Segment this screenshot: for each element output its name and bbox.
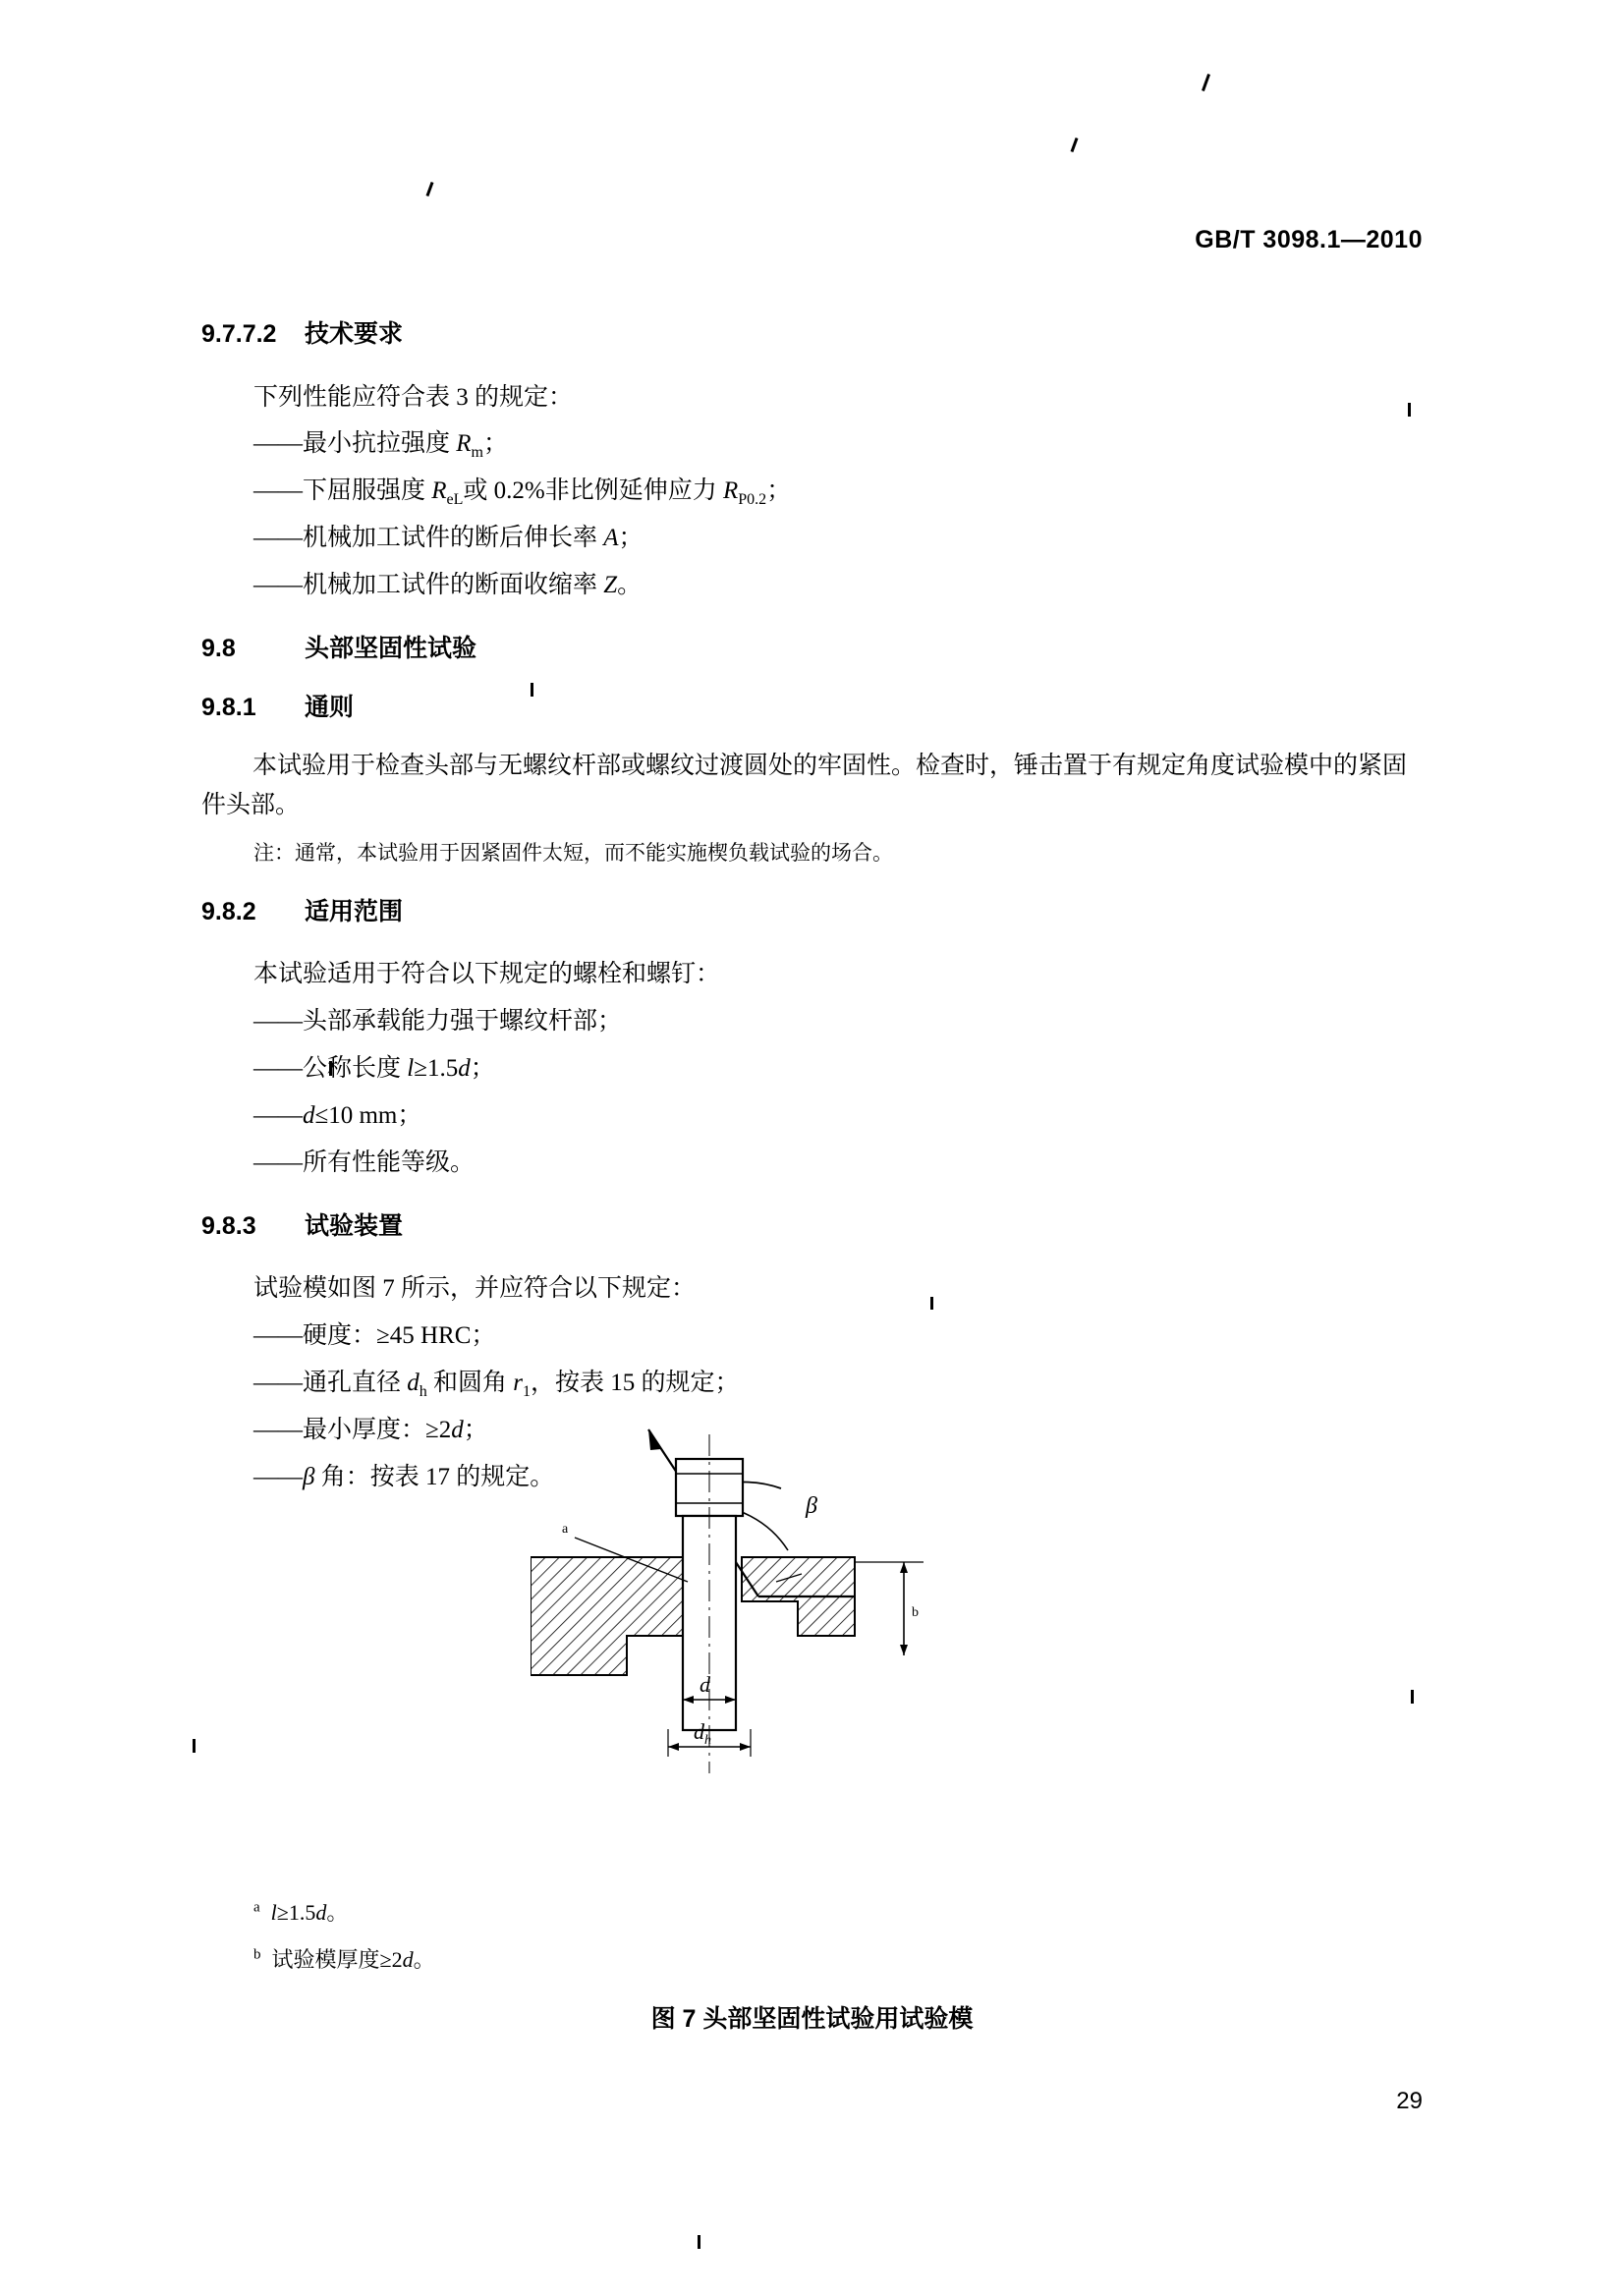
paragraph-9-8-3-intro: 试验模如图 7 所示，并应符合以下规定：: [253, 1275, 697, 1302]
list-item-9-8-2-1: ——头部承载能力强于螺纹杆部；: [253, 1008, 623, 1035]
list-item-9-7-7-2-2: ——下屈服强度 $R_{eL}$或 0.2%非比例延伸应力 $R_{P0.2}$；: [253, 477, 792, 508]
section-title: 技术要求: [305, 320, 404, 348]
list-item-9-8-2-2: ——公称长度 l≥1.5d；: [253, 1055, 495, 1082]
margin-mark: [1071, 138, 1079, 152]
list-item-9-7-7-2-1: ——最小抗拉强度 $R_m$；: [253, 430, 509, 461]
figure-footnote-a: $^a$ l≥1.5d。: [253, 1899, 349, 1925]
paragraph-9-8-2-intro: 本试验适用于符合以下规定的螺栓和螺钉：: [253, 961, 721, 987]
margin-mark: [531, 683, 533, 697]
section-number: 9.8: [201, 635, 236, 662]
margin-mark: [698, 2235, 700, 2249]
section-heading-9-8-2: [201, 892, 403, 927]
margin-mark: [1408, 403, 1411, 417]
paragraph-9-7-7-2-intro: 下列性能应符合表 3 的规定：: [253, 384, 574, 411]
page-header-code: GB/T 3098.1—2010: [1195, 226, 1423, 253]
list-item-9-8-3-2: ——通孔直径 $d_h$ 和圆角 $r_1$，按表 15 的规定；: [253, 1370, 740, 1400]
section-heading-9-8: [201, 629, 476, 664]
dh-label: $d_h$: [694, 1719, 711, 1748]
section-number: 9.8.1: [201, 694, 256, 721]
margin-mark: [1411, 1690, 1414, 1704]
section-number: 9.8.2: [201, 898, 256, 925]
figure-footnote-b: $^b$ 试验模厚度≥2d。: [253, 1946, 435, 1972]
paragraph-9-8-1-body: 本试验用于检查头部与无螺纹杆部或螺纹过渡圆处的牢固性。检查时，锤击置于有规定角度试验模中的紧固件头部。: [201, 753, 1408, 818]
figure-7-drawing: [531, 1405, 1159, 1876]
list-item-9-8-2-3: ——d≤10 mm；: [253, 1102, 422, 1129]
margin-mark: [426, 182, 434, 196]
page-number: 29: [1396, 2088, 1423, 2114]
section-heading-9-7-7-2: [201, 314, 403, 350]
d-label: d: [700, 1672, 710, 1697]
list-item-9-8-3-3: ——最小厚度：≥2d；: [253, 1417, 488, 1443]
section-heading-9-8-3: [201, 1206, 403, 1242]
section-title: 适用范围: [305, 898, 404, 925]
list-item-9-8-3-4: ——β 角：按表 17 的规定。: [253, 1464, 555, 1490]
section-title: 头部坚固性试验: [305, 635, 477, 662]
margin-mark: [1202, 74, 1210, 91]
margin-mark: [193, 1739, 196, 1753]
margin-mark: [930, 1297, 933, 1310]
footnote-b-mark: b: [253, 1946, 261, 1963]
section-title: 通则: [305, 694, 355, 721]
section-title: 试验装置: [305, 1212, 404, 1240]
list-item-9-8-2-4: ——所有性能等级。: [253, 1149, 476, 1176]
figure-caption: 图 7 头部坚固性试验用试验模: [650, 2005, 974, 2033]
footnote-b-mark: b: [912, 1605, 919, 1620]
list-item-9-7-7-2-4: ——机械加工试件的断面收缩率 Z。: [253, 572, 643, 598]
beta-label: β: [806, 1493, 817, 1519]
note-9-8-1: 注：通常，本试验用于因紧固件太短，而不能实施楔负载试验的场合。: [253, 841, 893, 865]
list-item-9-7-7-2-3: ——机械加工试件的断后伸长率 A；: [253, 525, 644, 551]
test-die-diagram: [531, 1405, 1159, 1876]
footnote-a-mark: a: [253, 1899, 260, 1916]
section-number: 9.8.3: [201, 1212, 256, 1240]
list-item-9-8-3-1: ——硬度：≥45 HRC；: [253, 1322, 496, 1349]
section-number: 9.7.7.2: [201, 320, 277, 348]
footnote-a-mark: a: [562, 1522, 569, 1537]
section-heading-9-8-1: [201, 688, 354, 723]
